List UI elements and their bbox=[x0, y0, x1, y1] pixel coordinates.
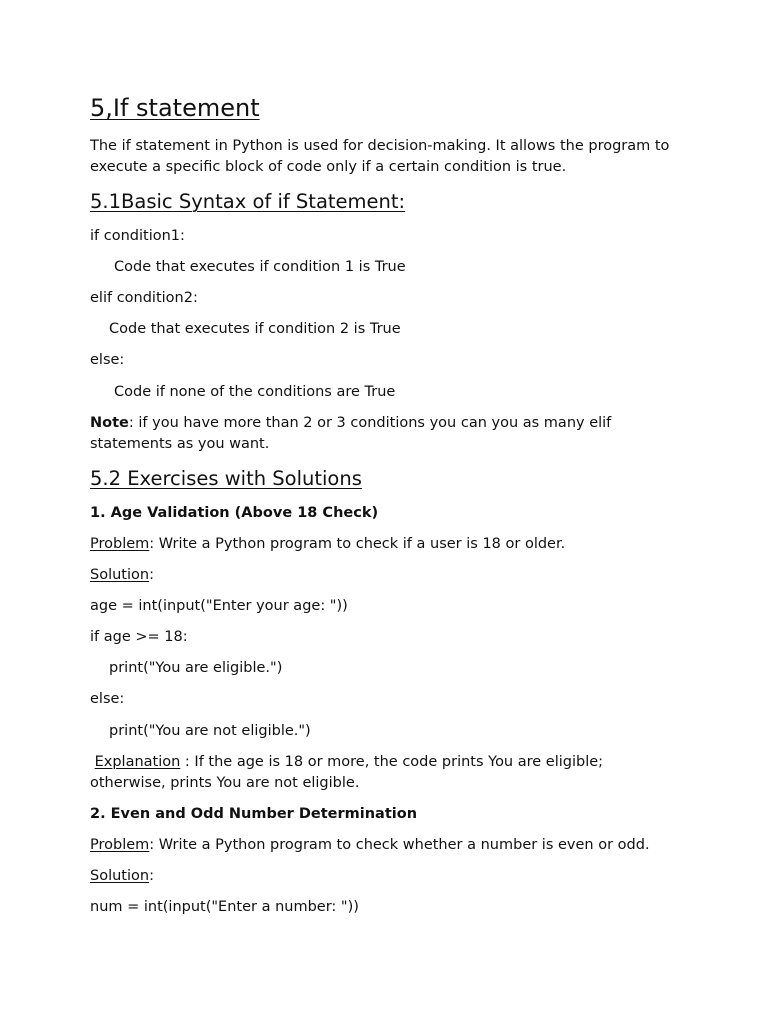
solution-suffix: : bbox=[149, 567, 154, 583]
problem-text: : Write a Python program to check if a user is 18 or older. bbox=[149, 536, 566, 552]
explanation-label: Explanation bbox=[94, 754, 181, 770]
solution-label: Solution bbox=[90, 868, 150, 884]
section-title: 5,If statement bbox=[90, 94, 260, 122]
note-text: : if you have more than 2 or 3 conditions you can you as many elif statements as you want. bbox=[90, 415, 612, 452]
solution-label: Solution bbox=[90, 567, 150, 583]
syntax-line: else: bbox=[90, 352, 125, 368]
syntax-line: elif condition2: bbox=[90, 290, 198, 306]
exercise-1-solution-label bbox=[90, 565, 154, 586]
exercise-2-solution-label bbox=[90, 866, 154, 887]
syntax-line: Code if none of the conditions are True bbox=[114, 384, 396, 400]
syntax-line: if condition1: bbox=[90, 228, 185, 244]
exercise-1-explanation bbox=[90, 752, 650, 794]
code-line: print("You are not eligible.") bbox=[109, 723, 311, 739]
exercise-2-problem bbox=[90, 835, 650, 856]
syntax-line: Code that executes if condition 2 is True bbox=[109, 321, 401, 337]
code-line: num = int(input("Enter a number: ")) bbox=[90, 899, 359, 915]
note-label: Note bbox=[90, 415, 129, 431]
code-line: print("You are eligible.") bbox=[109, 660, 283, 676]
exercise-2-title: 2. Even and Odd Number Determination bbox=[90, 806, 418, 822]
code-line: if age >= 18: bbox=[90, 629, 188, 645]
problem-label: Problem bbox=[90, 536, 150, 552]
note-paragraph bbox=[90, 413, 650, 455]
syntax-line: Code that executes if condition 1 is True bbox=[114, 259, 406, 275]
exercise-1-problem bbox=[90, 534, 565, 555]
problem-label: Problem bbox=[90, 837, 150, 853]
exercises-heading: 5.2 Exercises with Solutions bbox=[90, 467, 362, 490]
code-line: age = int(input("Enter your age: ")) bbox=[90, 598, 348, 614]
syntax-heading: 5.1Basic Syntax of if Statement: bbox=[90, 190, 406, 213]
intro-paragraph: The if statement in Python is used for decision-making. It allows the program to execute a specific block of code only if a certain condition is true. bbox=[90, 138, 670, 175]
problem-text: : Write a Python program to check whether a number is even or odd. bbox=[149, 837, 650, 853]
exercise-1-title: 1. Age Validation (Above 18 Check) bbox=[90, 505, 379, 521]
solution-suffix: : bbox=[149, 868, 154, 884]
explanation-text: : If the age is 18 or more, the code prints You are eligible; otherwise, prints You are not eligible. bbox=[90, 754, 604, 791]
code-line: else: bbox=[90, 691, 125, 707]
